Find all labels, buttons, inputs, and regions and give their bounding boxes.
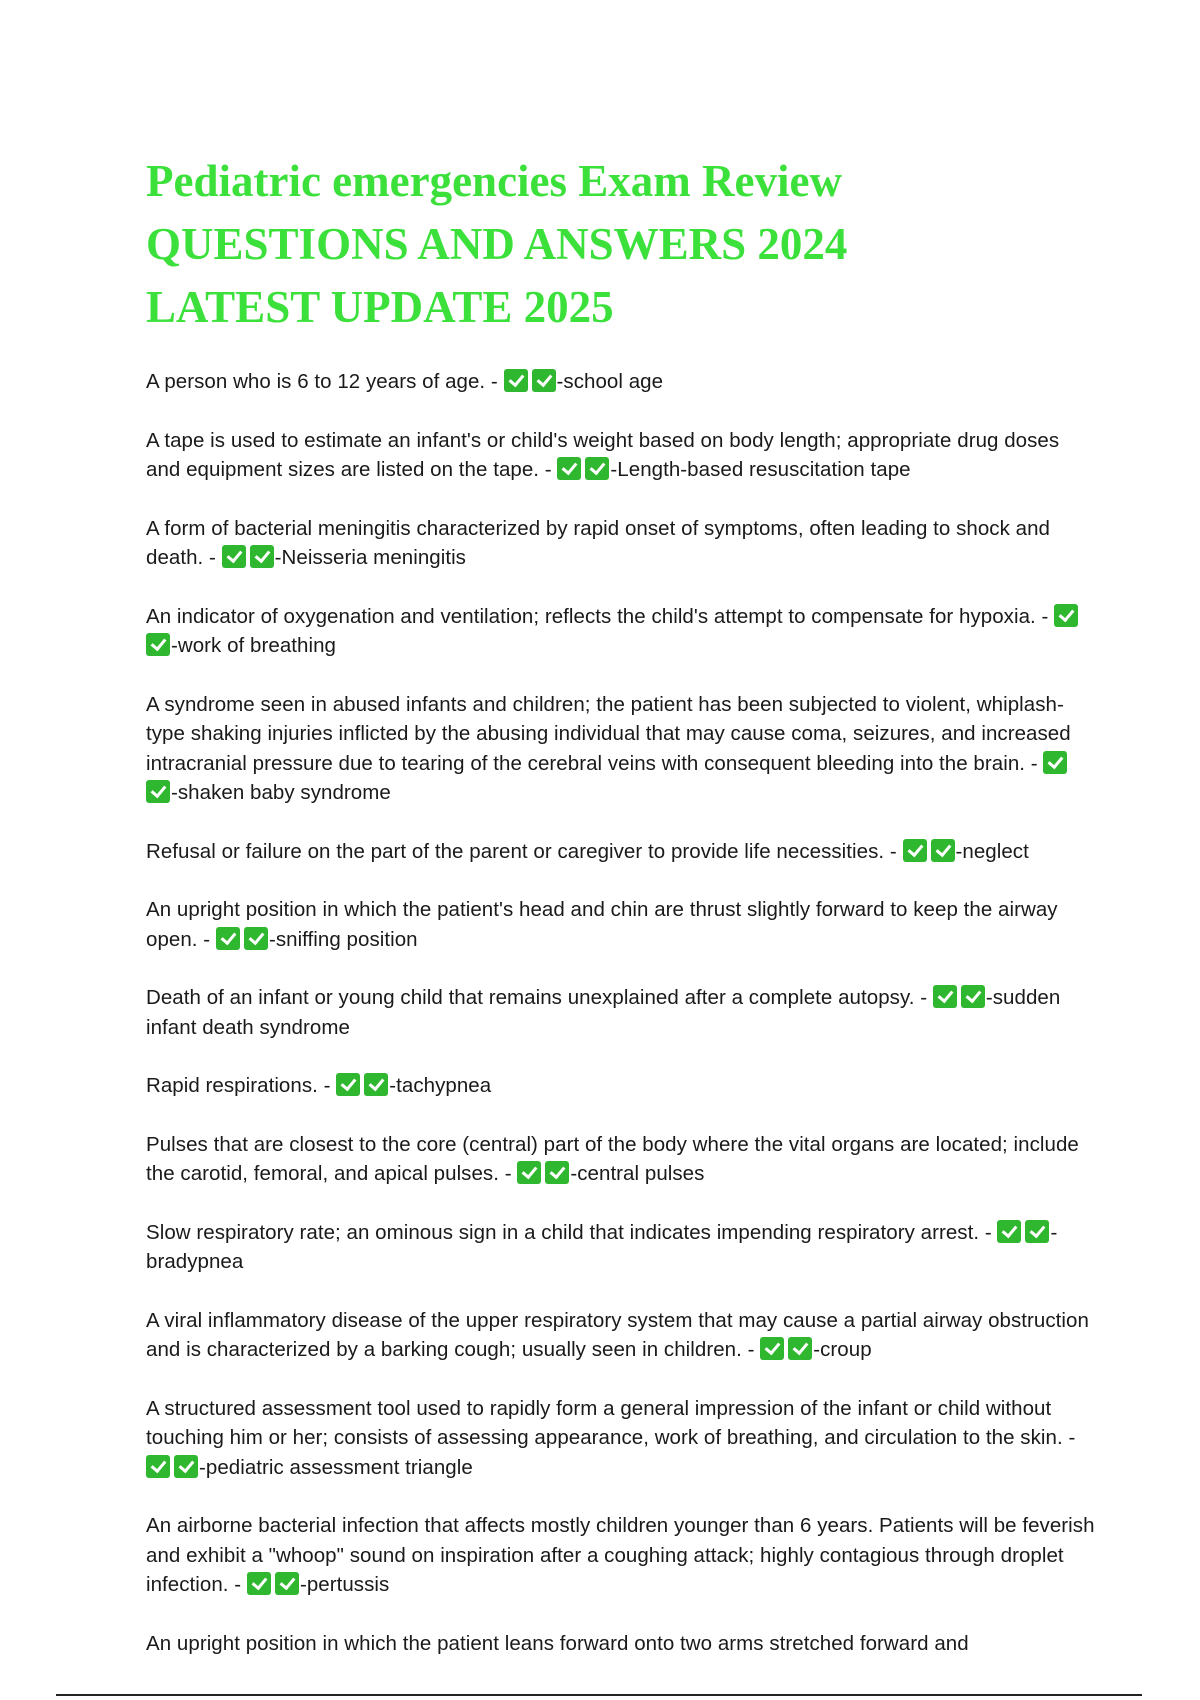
check-mark-icon (336, 1073, 360, 1096)
check-mark-icon (788, 1337, 812, 1360)
qa-item (146, 1629, 1096, 1659)
qa-item (146, 983, 1096, 1042)
check-mark-icon (585, 457, 609, 480)
qa-item (146, 690, 1096, 808)
qa-item (146, 602, 1096, 661)
check-mark-icon (146, 633, 170, 656)
title-line: Pediatric emergencies Exam Review (146, 156, 842, 206)
answer-text: -school age (556, 370, 664, 393)
question-text: A tape is used to estimate an infant's or child's weight based on body length; appropriate drug doses and equipment sizes are listed on the tape. - (146, 428, 1060, 481)
qa-item (146, 1130, 1096, 1189)
answer-text: -shaken baby syndrome (171, 781, 391, 804)
check-mark-icon (931, 839, 955, 862)
question-text: Rapid respirations. - (146, 1074, 331, 1097)
qa-item (146, 837, 1096, 867)
check-mark-icon (532, 369, 556, 392)
qa-item (146, 367, 1096, 397)
check-mark-icon (244, 927, 268, 950)
qa-item (146, 1511, 1096, 1600)
check-mark-icon (250, 545, 274, 568)
check-mark-icon (146, 780, 170, 803)
qa-item (146, 514, 1096, 573)
answer-text: -neglect (955, 839, 1029, 863)
check-mark-icon (545, 1161, 569, 1184)
question-text: A form of bacterial meningitis characterized by rapid onset of symptoms, often leading to shock and death. - (146, 516, 1050, 569)
check-mark-icon (504, 369, 528, 392)
check-mark-icon (174, 1455, 198, 1478)
answer-text: -pertussis (299, 1573, 390, 1596)
answer-text: -work of breathing (171, 634, 336, 657)
answer-text: -sudden infant death syndrome (146, 986, 1061, 1039)
check-mark-icon (517, 1161, 541, 1184)
question-text: A person who is 6 to 12 years of age. - (146, 370, 498, 393)
answer-text: -pediatric assessment triangle (199, 1455, 473, 1479)
question-text: Death of an infant or young child that remains unexplained after a complete autopsy. - (146, 986, 928, 1009)
qa-item (146, 1306, 1096, 1365)
question-text: An upright position in which the patient leans forward onto two arms stretched forward and (146, 1631, 969, 1655)
title-line: LATEST UPDATE 2025 (146, 282, 614, 332)
check-mark-icon (216, 927, 240, 950)
check-mark-icon (557, 457, 581, 480)
answer-text: -Length-based resuscitation tape (610, 458, 911, 481)
question-text: An indicator of oxygenation and ventilation; reflects the child's attempt to compensate for hypoxia. - (146, 604, 1049, 628)
answer-text: -bradypnea (146, 1220, 1058, 1273)
answer-text: -tachypnea (389, 1074, 492, 1097)
check-mark-icon (961, 985, 985, 1008)
question-text: Refusal or failure on the part of the parent or caregiver to provide life necessities. - (146, 839, 897, 863)
page-bottom-divider (56, 1694, 1142, 1696)
question-answer-list (146, 367, 1096, 1687)
answer-text: -Neisseria meningitis (274, 546, 466, 569)
question-text: A structured assessment tool used to rapidly form a general impression of the infant or child without touching him or her; consists of assessing appearance, work of breathing, and circulation to the skin. - (146, 1396, 1076, 1449)
check-mark-icon (364, 1073, 388, 1096)
answer-text: -central pulses (570, 1162, 705, 1185)
check-mark-icon (1025, 1220, 1049, 1243)
answer-text: -sniffing position (268, 927, 418, 951)
check-mark-icon (275, 1572, 299, 1595)
question-text: A viral inflammatory disease of the upper respiratory system that may cause a partial airway obstruction and is characterized by a barking cough; usually seen in children. - (146, 1308, 1089, 1361)
check-mark-icon (1054, 604, 1078, 627)
qa-item (146, 426, 1096, 485)
question-text: An upright position in which the patient's head and chin are thrust slightly forward to keep the airway open. - (146, 898, 1058, 951)
check-mark-icon (903, 839, 927, 862)
document-title (146, 150, 1026, 339)
title-line: QUESTIONS AND ANSWERS 2024 (146, 219, 848, 269)
check-mark-icon (997, 1220, 1021, 1243)
question-text: An airborne bacterial infection that affects mostly children younger than 6 years. Patients will be feverish and exhibit a "whoop" sound on inspiration after a coughing attack; highly contagious through droplet infection. - (146, 1514, 1095, 1596)
question-text: Slow respiratory rate; an ominous sign in a child that indicates impending respiratory arrest. - (146, 1220, 992, 1244)
check-mark-icon (247, 1572, 271, 1595)
check-mark-icon (760, 1337, 784, 1360)
answer-text: -croup (813, 1338, 872, 1361)
question-text: Pulses that are closest to the core (central) part of the body where the vital organs are located; include the carotid, femoral, and apical pulses. - (146, 1132, 1079, 1185)
qa-item (146, 1218, 1096, 1277)
check-mark-icon (146, 1455, 170, 1478)
qa-item (146, 1394, 1096, 1483)
question-text: A syndrome seen in abused infants and children; the patient has been subjected to violent, whiplash-type shaking injuries inflicted by the abusing individual that may cause coma, seizures, and increased intracranial pressure due to tearing of the cerebral veins with consequent bleeding into the brain. - (146, 692, 1071, 775)
check-mark-icon (222, 545, 246, 568)
check-mark-icon (933, 985, 957, 1008)
qa-item (146, 895, 1096, 954)
qa-item (146, 1071, 1096, 1101)
check-mark-icon (1043, 751, 1067, 774)
